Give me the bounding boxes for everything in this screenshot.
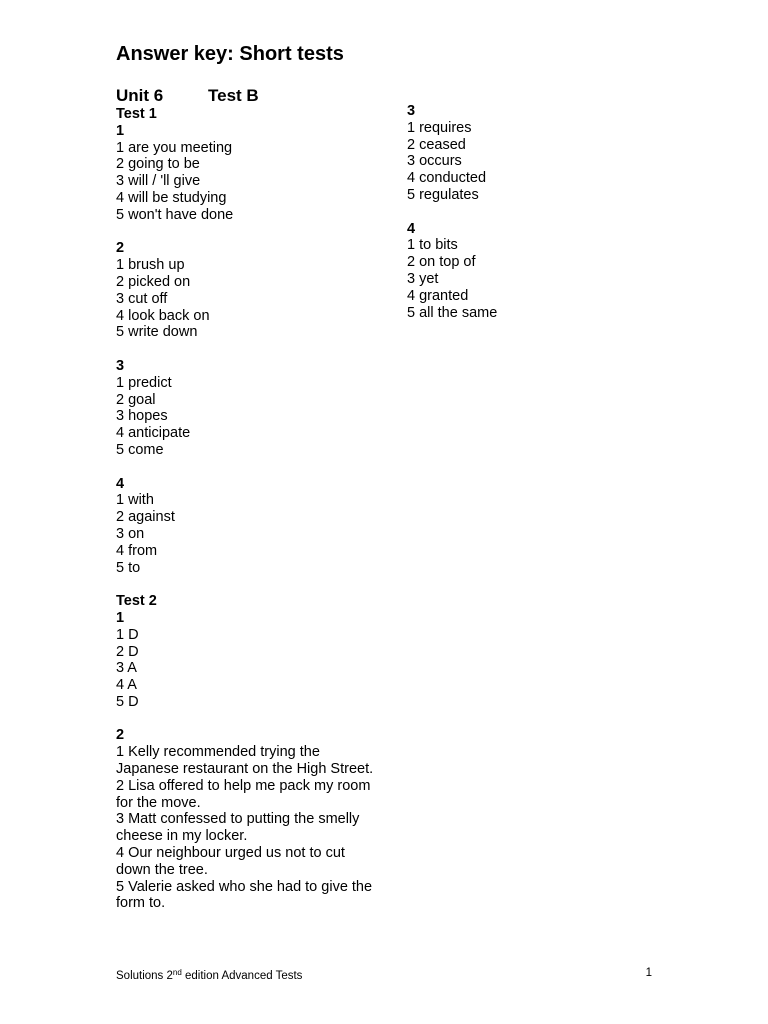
answer-line: 5 won't have done [116, 206, 234, 223]
footer-text-main: Solutions 2 [116, 970, 173, 982]
answer-line: 3 on [116, 525, 145, 542]
section-heading: 4 [116, 475, 125, 492]
answer-line: 2 D [116, 643, 139, 660]
answer-line: 2 going to be [116, 156, 200, 173]
answer-line: 4 will be studying [116, 189, 227, 206]
answer-line: 4 anticipate [116, 425, 191, 442]
section-heading: Test 1 [116, 106, 157, 122]
answer-line: 2 picked on [116, 273, 191, 290]
answer-line: 1 brush up [116, 257, 185, 274]
footer-text [116, 970, 302, 982]
answer-line: 3 yet [407, 270, 439, 287]
page-number: 1 [645, 967, 652, 979]
section-heading: 1 [116, 609, 125, 626]
answer-line: 4 A [116, 677, 137, 694]
unit-heading [116, 86, 259, 106]
spacer [407, 204, 657, 221]
answer-line: 5 D [116, 693, 139, 710]
section-heading: Test 2 [116, 593, 157, 610]
section-heading: 2 [116, 727, 125, 744]
answer-line: 2 ceased [407, 136, 466, 153]
answer-line: 4 from [116, 542, 158, 559]
answer-line: 2 goal [116, 391, 156, 408]
section-heading: 3 [116, 357, 125, 374]
answer-line: 4 look back on [116, 307, 210, 324]
footer [116, 966, 652, 983]
answer-line: 5 all the same [407, 304, 498, 321]
left-column [116, 106, 376, 912]
answer-line: 2 Lisa offered to help me pack my room for the move. [116, 777, 371, 811]
spacer [116, 224, 376, 241]
answer-line: 5 regulates [407, 186, 479, 203]
answer-line: 1 with [116, 492, 154, 509]
section-heading: 4 [407, 220, 416, 237]
answer-line: 3 cut off [116, 290, 168, 307]
answer-line: 3 hopes [116, 408, 168, 425]
answer-line: 1 are you meeting [116, 139, 233, 156]
section-heading: 3 [407, 103, 416, 119]
answer-line: 4 conducted [407, 170, 487, 187]
answer-line: 4 Our neighbour urged us not to cut down the tree. [116, 845, 345, 878]
spacer [116, 576, 376, 593]
section-heading: 2 [116, 240, 125, 257]
answer-line: 5 to [116, 559, 141, 576]
answer-line: 1 requires [407, 119, 472, 136]
answer-line: 3 Matt confessed to putting the smelly cheese in my locker. [116, 811, 360, 845]
answer-line: 5 Valerie asked who she had to give the form to. [116, 878, 373, 912]
answer-line: 3 occurs [407, 153, 462, 170]
answer-line: 2 on top of [407, 254, 476, 271]
spacer [116, 711, 376, 728]
answer-line: 5 come [116, 441, 164, 458]
answer-line: 1 predict [116, 374, 172, 391]
answer-line: 3 will / 'll give [116, 173, 201, 190]
footer-superscript: nd [172, 968, 182, 977]
answer-line: 1 D [116, 626, 139, 643]
test-label: Test B [208, 86, 259, 105]
section-heading: 1 [116, 122, 125, 139]
answer-line: 1 Kelly recommended trying the Japanese restaurant on the High Street. [116, 744, 374, 778]
right-column [407, 103, 657, 321]
page-title: Answer key: Short tests [116, 43, 344, 65]
answer-line: 5 write down [116, 324, 198, 341]
footer-text-rest: edition Advanced Tests [181, 970, 303, 982]
spacer [116, 459, 376, 476]
answer-line: 2 against [116, 509, 175, 526]
answer-line: 3 A [116, 660, 137, 677]
answer-line: 1 to bits [407, 237, 458, 254]
unit-label: Unit 6 [116, 86, 164, 105]
spacer [116, 341, 376, 358]
answer-line: 4 granted [407, 287, 469, 304]
